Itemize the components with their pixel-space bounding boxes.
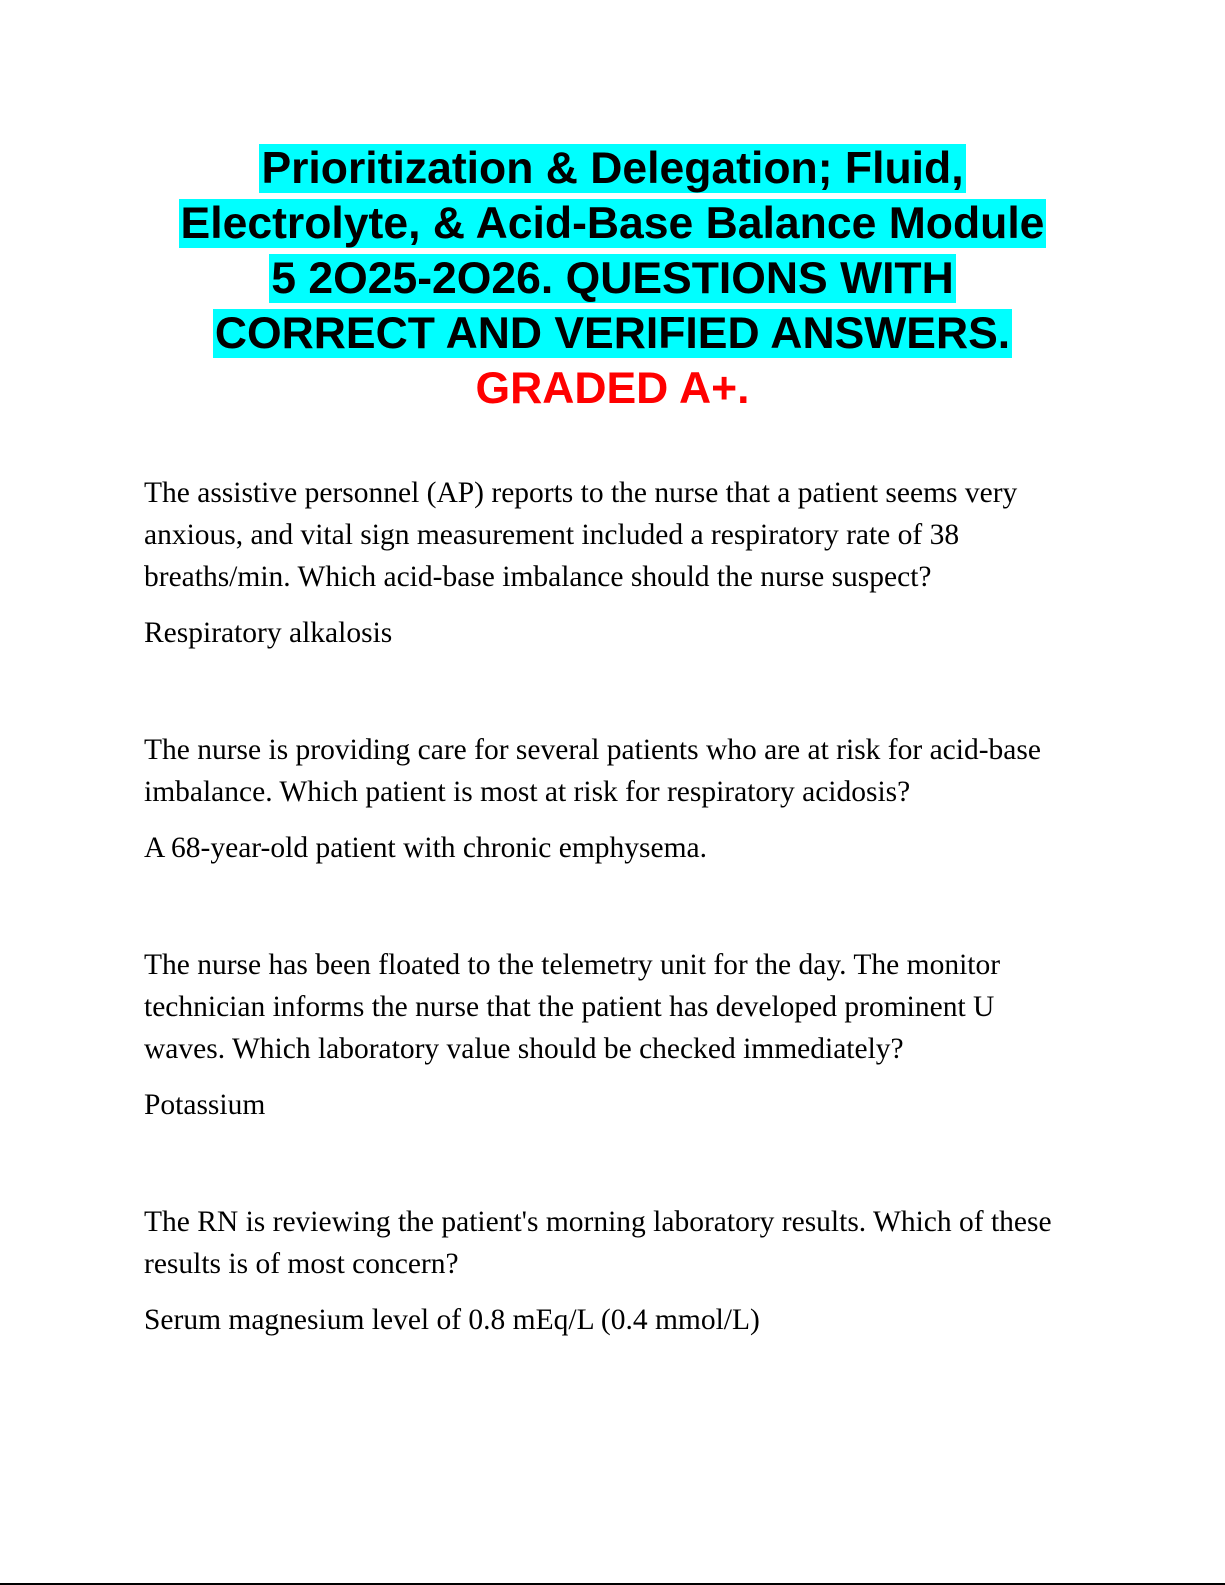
title-line <box>100 251 1125 306</box>
question-text: The nurse is providing care for several patients who are at risk for acid-base imbalance. Which patient is most at risk for respiratory acidosis? <box>144 734 1041 808</box>
title-highlight: 5 2O25-2O26. QUESTIONS WITH <box>271 254 954 303</box>
grade-label: GRADED A+. <box>475 364 750 413</box>
title-line <box>100 196 1125 251</box>
qa-item-3 <box>144 944 1079 1126</box>
question-text: The RN is reviewing the patient's morning laboratory results. Which of these results is of most concern? <box>144 1206 1052 1280</box>
question-text: The assistive personnel (AP) reports to the nurse that a patient seems very anxious, and vital sign measurement included a respiratory rate of 38 breaths/min. Which acid-base imbalance should the nurse suspect? <box>144 477 1018 593</box>
title-line <box>100 306 1125 361</box>
title-line <box>100 141 1125 196</box>
qa-item-4 <box>144 1201 1079 1341</box>
title-highlight: CORRECT AND VERIFIED ANSWERS. <box>214 309 1011 358</box>
answer-text: Potassium <box>144 1089 266 1121</box>
title-highlight: Electrolyte, & Acid-Base Balance Module <box>180 199 1045 248</box>
qa-item-2 <box>144 729 1079 869</box>
answer-text: A 68-year-old patient with chronic emphysema. <box>144 832 708 864</box>
qa-item-1 <box>144 472 1079 654</box>
document-title <box>100 141 1125 416</box>
answer-text: Serum magnesium level of 0.8 mEq/L (0.4 mmol/L) <box>144 1304 760 1336</box>
question-text: The nurse has been floated to the telemetry unit for the day. The monitor technician informs the nurse that the patient has developed prominent U waves. Which laboratory value should be checked immediately? <box>144 949 1001 1065</box>
title-highlight: Prioritization & Delegation; Fluid, <box>261 144 964 193</box>
answer-text: Respiratory alkalosis <box>144 617 393 649</box>
